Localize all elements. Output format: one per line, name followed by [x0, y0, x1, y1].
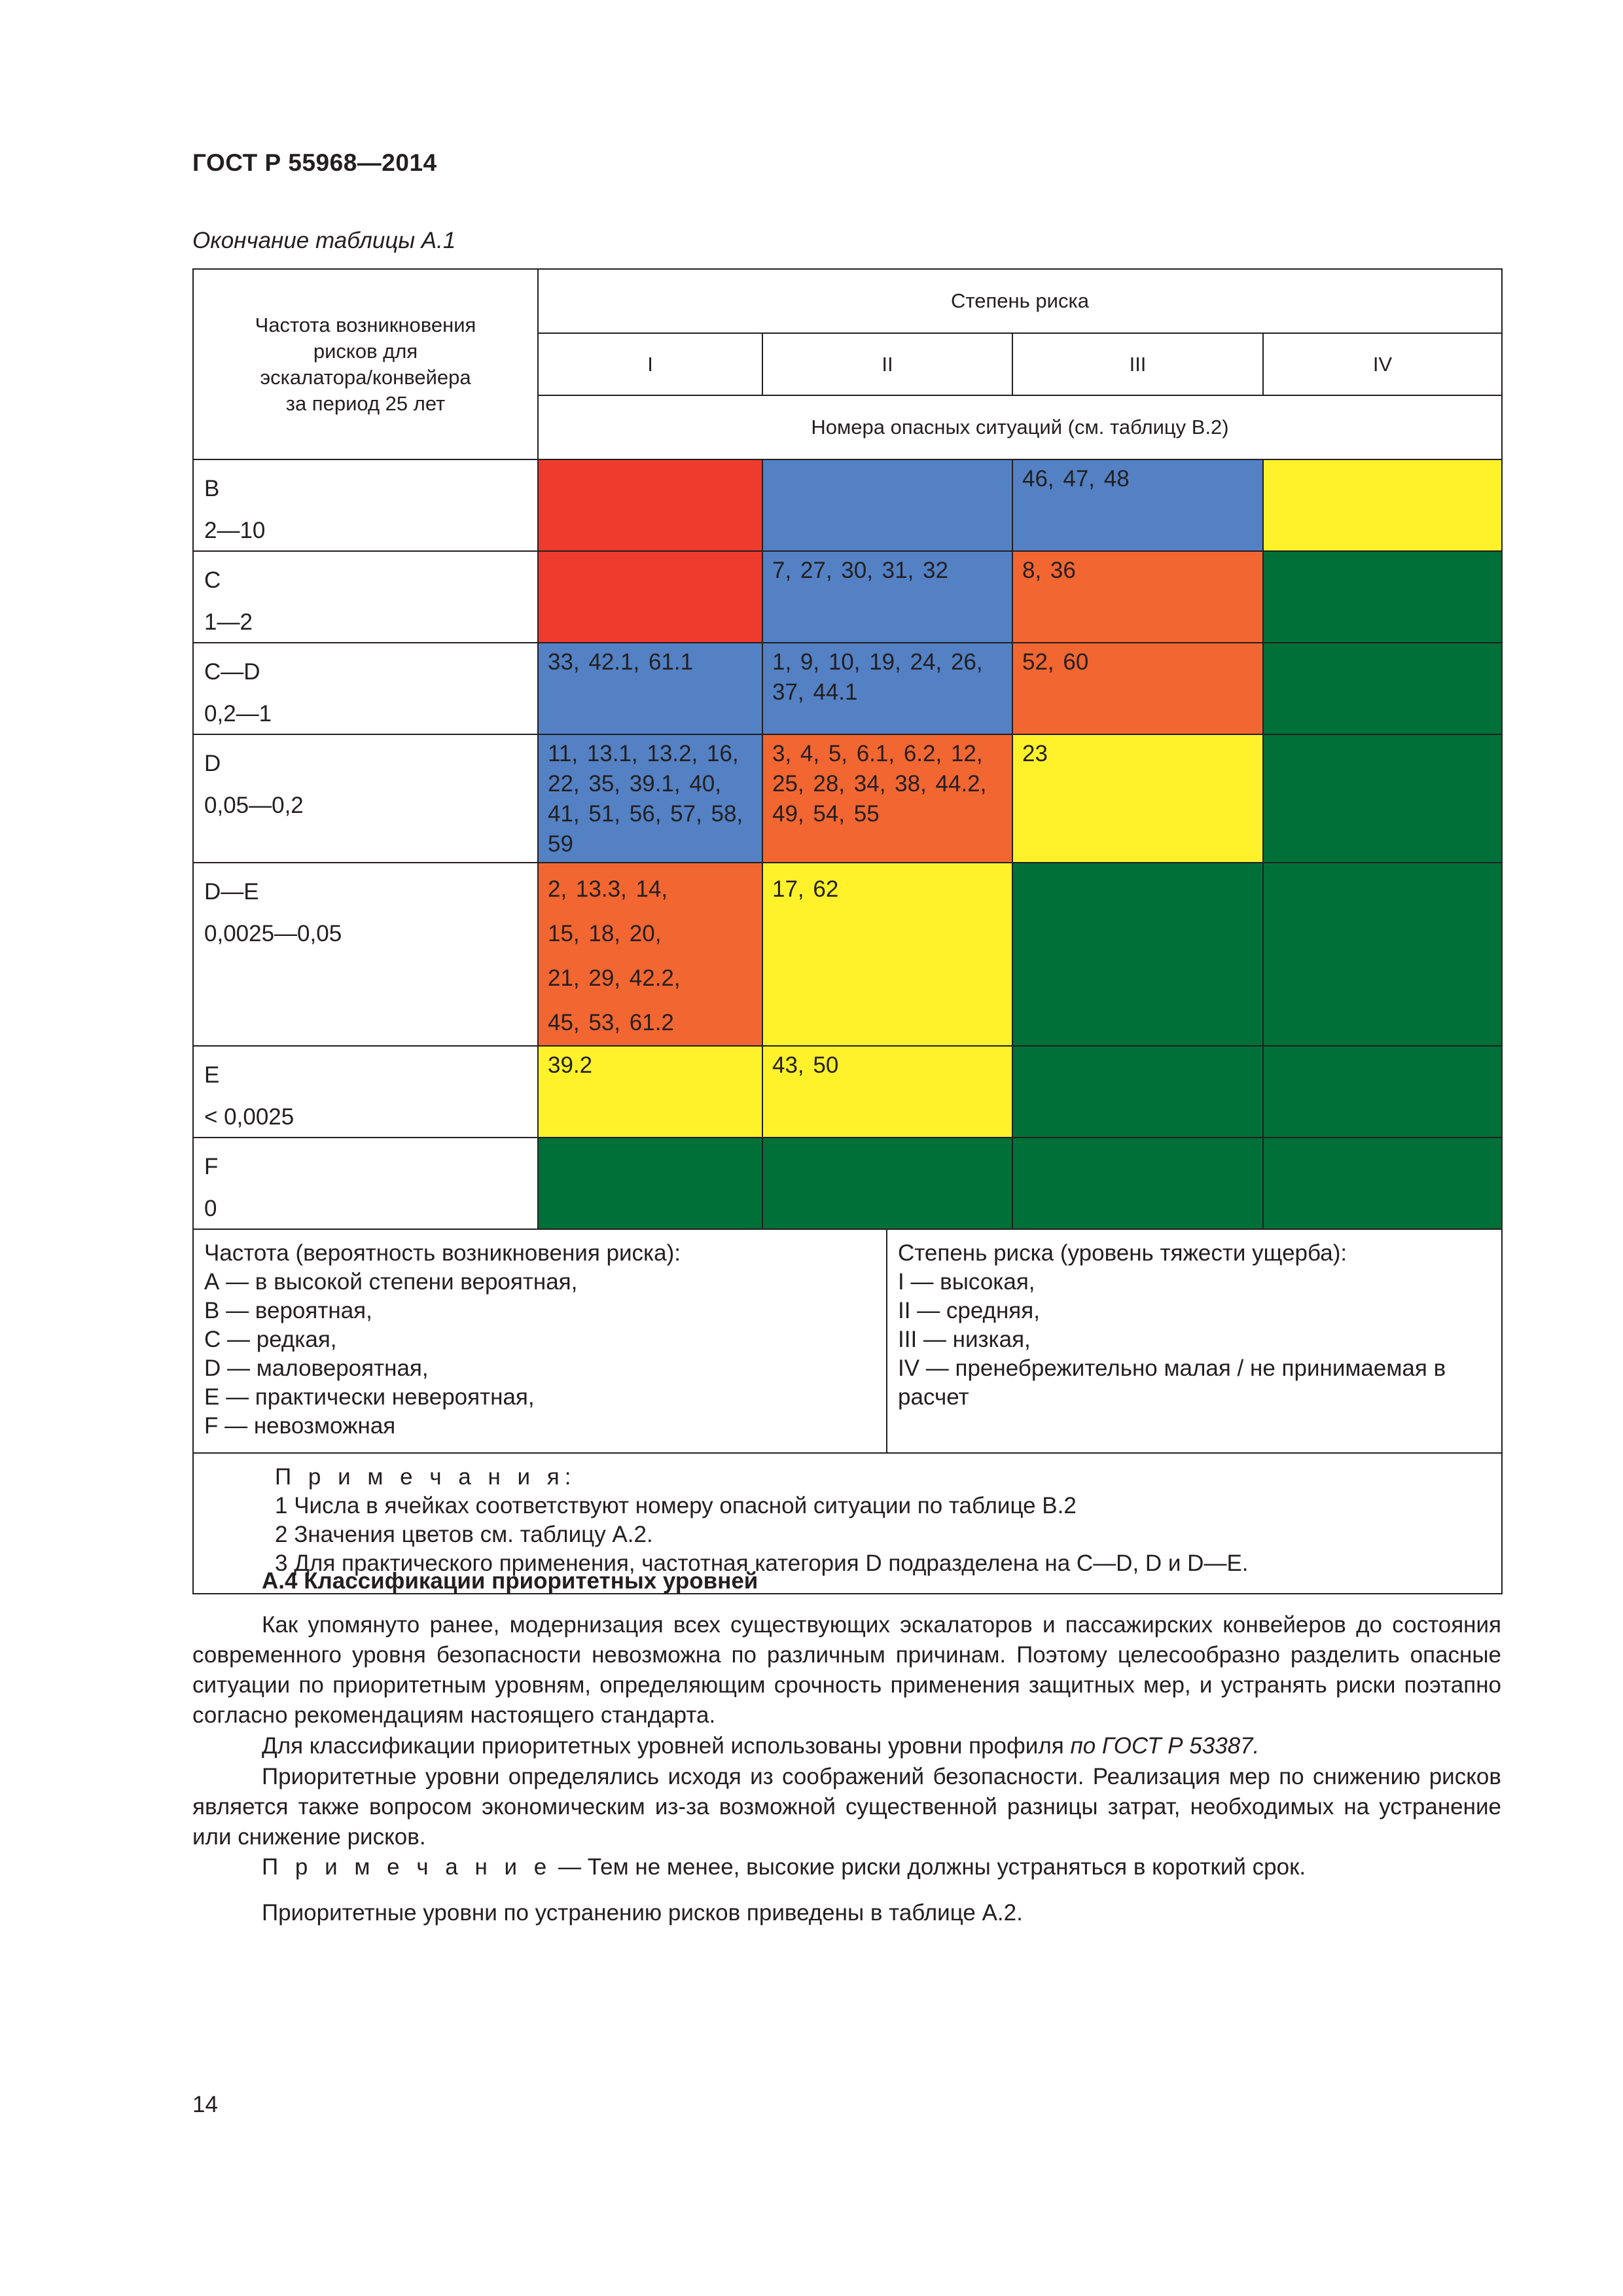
table-row: C 1—2 7, 27, 30, 31, 32 8, 36 [193, 551, 1502, 643]
document-code: ГОСТ Р 55968—2014 [192, 149, 437, 176]
table-row: D 0,05—0,2 11, 13.1, 13.2, 16, 22, 35, 39.1, 40, 41, 51, 56, 57, 58, 59 3, 4, 5, 6.1, 6.2, 12, 25, 28, 34, 38, 44.2, 49, 54, 55 23 [193, 734, 1502, 863]
risk-level-4: IV [1263, 333, 1502, 395]
table-row: F 0 [193, 1138, 1502, 1229]
paragraph-3: Приоритетные уровни определялись исходя из соображений безопасности. Реализация мер по снижению рисков является также вопросом экономическим из-за возможной существенной разницы затрат, необходимых на устранение или снижение рисков. [192, 1764, 1501, 1850]
table-caption: Окончание таблицы А.1 [192, 228, 456, 253]
frequency-legend: Частота (вероятность возникновения риска): А — в высокой степени вероятная, В — вероятная, С — редкая, D — маловероятная, Е — практически невероятная, F — невозможная [194, 1230, 887, 1452]
situations-header: Номера опасных ситуаций (см. таблицу В.2) [538, 395, 1502, 459]
risk-table [192, 268, 1503, 1594]
section-title: А.4 Классификации приоритетных уровней [262, 1568, 758, 1594]
risk-degree-header: Степень риска [538, 269, 1502, 333]
risk-level-1: I [538, 333, 762, 395]
risk-level-2: II [762, 333, 1012, 395]
table-row: C—D 0,2—1 33, 42.1, 61.1 1, 9, 10, 19, 24, 26, 37, 44.1 52, 60 [193, 643, 1502, 734]
standard-reference: по ГОСТ Р 53387. [1070, 1733, 1260, 1759]
paragraph-4: Приоритетные уровни по устранению рисков приведены в таблице А.2. [262, 1900, 1023, 1926]
paragraph-1: Как упомянуто ранее, модернизация всех существующих эскалаторов и пассажирских конвейеров до состояния современного уровня безопасности невозможна по различным причинам. Поэтому целесообразно разделить опасные ситуации по приоритетным уровням, определяющим срочность применения защитных мер, и устранять риски поэтапно согласно рекомендациям настоящего стандарта. [192, 1612, 1501, 1728]
page-number: 14 [192, 2092, 218, 2117]
paragraph-2: Для классификации приоритетных уровней использованы уровни профиля по ГОСТ Р 53387. [262, 1733, 1260, 1759]
frequency-header: Частота возникновения рисков для эскалатора/конвейера за период 25 лет [193, 269, 538, 459]
table-row: E < 0,0025 39.2 43, 50 [193, 1046, 1502, 1138]
risk-degree-legend: Степень риска (уровень тяжести ущерба): I — высокая, II — средняя, III — низкая, IV — пренебрежительно малая / не принимаемая в расчет [898, 1240, 1446, 1410]
risk-level-3: III [1012, 333, 1263, 395]
table-row: D—E 0,0025—0,05 2, 13.3, 14, 15, 18, 20, 21, 29, 42.2, 45, 53, 61.2 17, 62 [193, 863, 1502, 1046]
section-note: П р и м е ч а н и е — Тем не менее, высокие риски должны устраняться в короткий срок. [262, 1854, 1306, 1880]
table-notes: П р и м е ч а н и я: 1 Числа в ячейках соответствуют номеру опасной ситуации по таблице В.2 2 Значения цветов см. таблицу А.2. 3 Для практического применения, частотная категория D подразделена на C—D, D и D—E. [193, 1453, 1502, 1594]
table-row: B 2—10 46, 47, 48 [193, 459, 1502, 551]
